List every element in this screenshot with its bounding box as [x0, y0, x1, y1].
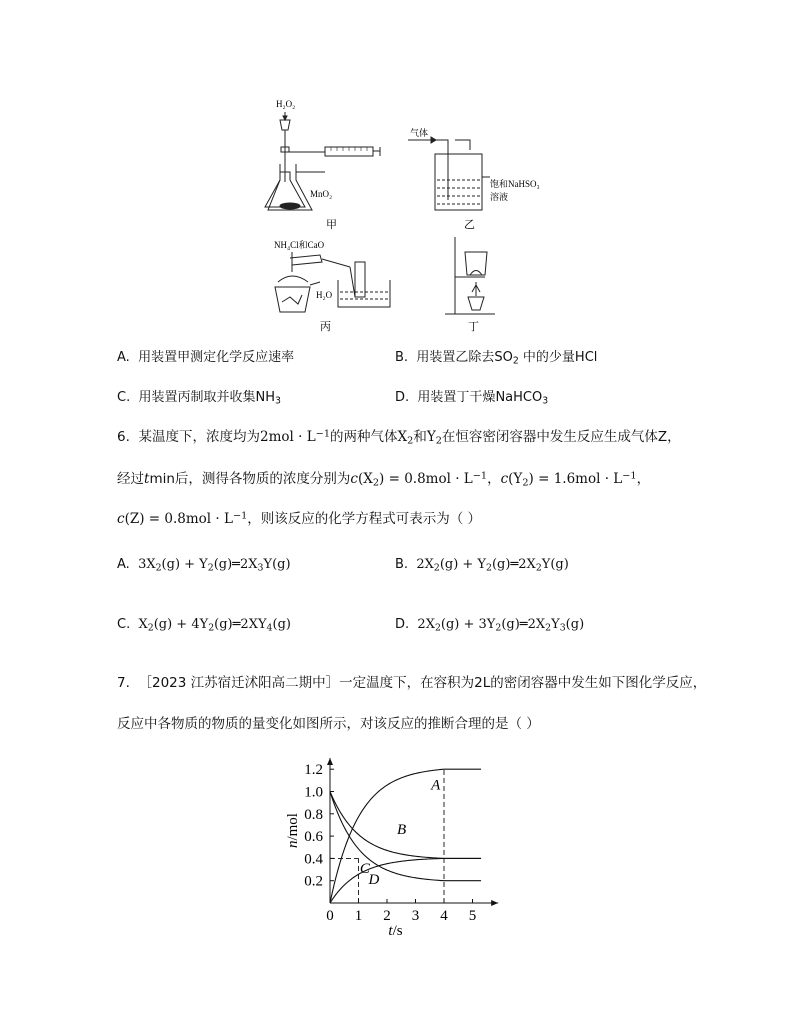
q7-line2: 反应中各物质的物质的量变化如图所示，对该反应的推断合理的是（ ）	[117, 716, 540, 732]
yi-solution-line2: 溶液	[490, 192, 509, 202]
q6-option-d[interactable]: D. $2X_2(g)$ + $3Y_2(g)═2X_2Y_3(g)$	[395, 617, 585, 634]
bing-water-label: H₂O	[316, 290, 333, 300]
q6-option-c[interactable]: C. $X_2(g)$ + $4Y_2(g)═2XY_4(g)$	[117, 617, 291, 634]
x-axis-label: t/s	[388, 923, 403, 935]
x-tick-label: 4	[440, 908, 448, 924]
yi-gas-label: 气体	[410, 128, 429, 138]
y-tick-label: 1.2	[304, 762, 323, 779]
apparatus-bing	[275, 252, 390, 312]
series-b-label: B	[396, 821, 407, 838]
yi-solution-line1: 饱和NaHSO₃	[490, 179, 540, 189]
y-tick-label: 0.8	[304, 806, 323, 823]
x-tick-label: 1	[354, 908, 363, 924]
apparatus-figure	[250, 92, 570, 337]
q5-option-c[interactable]: C. 用装置丙制取并收集$NH_3$	[117, 390, 281, 407]
apparatus-ding	[445, 237, 495, 314]
q6-option-a[interactable]: A. $3X_2(g)$ + $Y_2(g)═2X_3Y(g)$	[117, 557, 291, 574]
x-tick-label: 2	[383, 908, 391, 924]
q6-line3: $c(Z) = 0.8mol \cdot L^{-1}$，则该反应的化学方程式可表示为（ ）	[117, 510, 482, 527]
y-tick-label: 1.0	[304, 784, 323, 801]
q5-option-b[interactable]: B. 用装置乙除去$SO_2$ 中的少量HCl	[395, 350, 598, 367]
x-tick-label: 5	[468, 908, 477, 924]
series-c-label: C	[359, 860, 370, 877]
ding-caption: 丁	[468, 321, 479, 333]
apparatus-yi	[408, 137, 490, 210]
bing-reagent-top: NH₄Cl和CaO	[274, 240, 325, 250]
series-d-label: D	[368, 872, 380, 889]
x-tick-label: 0	[326, 908, 334, 924]
jia-caption: 甲	[326, 219, 337, 231]
q5-option-a[interactable]: A. 用装置甲测定化学反应速率	[117, 350, 295, 365]
y-axis-arrow	[327, 758, 333, 765]
q6-option-b[interactable]: B. $2X_2(g)$ + $Y_2(g)═2X_2Y(g)$	[395, 557, 569, 574]
q5-option-d[interactable]: D. 用装置丁干燥NaHCO$_3$	[395, 390, 549, 407]
y-tick-label: 0.2	[304, 873, 323, 890]
jia-reagent-bottom: MnO₂	[310, 189, 333, 199]
y-axis-label: n/mol	[285, 813, 301, 849]
q6-line2: 经过tmin后，测得各物质的浓度分别为$c(X_2) = 0.8mol \cdot L^{-1}$，$c(Y_2) = 1.6mol \cdot L^{-1}$，	[117, 470, 651, 489]
n-t-chart	[275, 740, 520, 935]
bing-caption: 丙	[320, 321, 331, 333]
x-tick-label: 3	[411, 908, 420, 924]
q7-line1: 7. ［2023 江苏宿迁沭阳高二期中］一定温度下，在容积为2L的密闭容器中发生如下图化学反应，	[117, 675, 707, 691]
yi-caption: 乙	[464, 219, 475, 231]
q6-line1: 6. 某温度下，浓度均为$2mol \cdot L^{-1}$的两种气体$X_2$和$Y_2$在恒容密闭容器中发生反应生成气体Z，	[117, 428, 681, 447]
y-tick-label: 0.4	[304, 851, 323, 868]
series-a-label: A	[431, 777, 441, 794]
y-tick-label: 0.6	[304, 829, 323, 846]
jia-reagent-top: H₂O₂	[276, 99, 296, 109]
x-axis-arrow	[491, 900, 498, 906]
